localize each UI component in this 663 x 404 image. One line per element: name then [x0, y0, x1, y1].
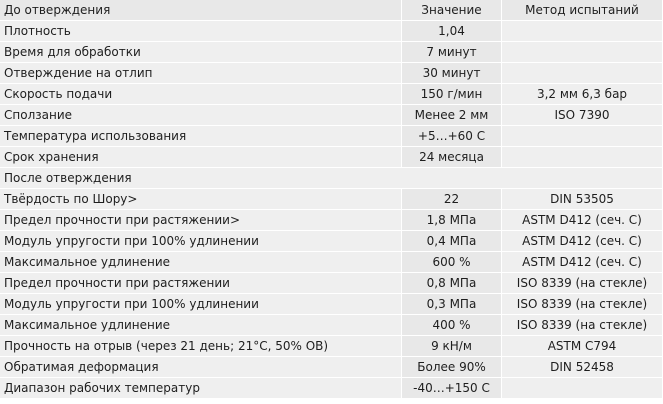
- property-cell: Обратимая деформация: [0, 357, 402, 378]
- table-row: [0, 189, 663, 210]
- table-row: [0, 315, 663, 336]
- table-row: [0, 105, 663, 126]
- property-cell: Максимальное удлинение: [0, 252, 402, 273]
- property-cell: Максимальное удлинение: [0, 315, 402, 336]
- header-property: До отверждения: [0, 0, 402, 21]
- method-cell: [502, 147, 663, 168]
- table-row: [0, 252, 663, 273]
- value-cell: -40…+150 С: [402, 378, 502, 399]
- property-cell: Диапазон рабочих температур: [0, 378, 402, 399]
- property-cell: Время для обработки: [0, 42, 402, 63]
- value-cell: 30 минут: [402, 63, 502, 84]
- property-cell: Прочность на отрыв (через 21 день; 21°С, 50% ОВ): [0, 336, 402, 357]
- header-method: Метод испытаний: [502, 0, 663, 21]
- table-row: [0, 210, 663, 231]
- value-cell: 600 %: [402, 252, 502, 273]
- value-cell: +5…+60 С: [402, 126, 502, 147]
- method-cell: ISO 8339 (на стекле): [502, 273, 663, 294]
- method-cell: ASTM D412 (сеч. С): [502, 231, 663, 252]
- table-row: [0, 147, 663, 168]
- value-cell: 24 месяца: [402, 147, 502, 168]
- property-cell: Предел прочности при растяжении: [0, 273, 402, 294]
- property-cell: Предел прочности при растяжении>: [0, 210, 402, 231]
- value-cell: 150 г/мин: [402, 84, 502, 105]
- property-cell: Плотность: [0, 21, 402, 42]
- value-cell: 1,8 МПа: [402, 210, 502, 231]
- method-cell: ASTM C794: [502, 336, 663, 357]
- property-cell: Срок хранения: [0, 147, 402, 168]
- table-header-row: [0, 0, 663, 21]
- table-row: [0, 336, 663, 357]
- method-cell: DIN 53505: [502, 189, 663, 210]
- header-value: Значение: [402, 0, 502, 21]
- table-row: [0, 42, 663, 63]
- table-row: [0, 378, 663, 399]
- table-row: [0, 126, 663, 147]
- value-cell: Менее 2 мм: [402, 105, 502, 126]
- property-cell: Модуль упругости при 100% удлинении: [0, 294, 402, 315]
- value-cell: 1,04: [402, 21, 502, 42]
- table-row: [0, 21, 663, 42]
- property-cell: Твёрдость по Шору>: [0, 189, 402, 210]
- table-row: [0, 63, 663, 84]
- method-cell: ISO 8339 (на стекле): [502, 294, 663, 315]
- value-cell: 0,3 МПа: [402, 294, 502, 315]
- value-cell: 9 кН/м: [402, 336, 502, 357]
- method-cell: [502, 42, 663, 63]
- value-cell: 400 %: [402, 315, 502, 336]
- table-row: [0, 84, 663, 105]
- value-cell: 0,8 МПа: [402, 273, 502, 294]
- method-cell: [502, 21, 663, 42]
- property-cell: Скорость подачи: [0, 84, 402, 105]
- value-cell: 22: [402, 189, 502, 210]
- value-cell: 0,4 МПа: [402, 231, 502, 252]
- method-cell: ASTM D412 (сеч. С): [502, 210, 663, 231]
- section-title: После отверждения: [0, 168, 663, 189]
- table-row: [0, 273, 663, 294]
- property-cell: Модуль упругости при 100% удлинении: [0, 231, 402, 252]
- table-row: [0, 294, 663, 315]
- method-cell: [502, 126, 663, 147]
- property-cell: Температура использования: [0, 126, 402, 147]
- method-cell: ISO 8339 (на стекле): [502, 315, 663, 336]
- method-cell: 3,2 мм 6,3 бар: [502, 84, 663, 105]
- method-cell: ASTM D412 (сеч. С): [502, 252, 663, 273]
- value-cell: Более 90%: [402, 357, 502, 378]
- table-row: [0, 231, 663, 252]
- method-cell: ISO 7390: [502, 105, 663, 126]
- section-row: [0, 168, 663, 189]
- method-cell: [502, 378, 663, 399]
- table-row: [0, 357, 663, 378]
- value-cell: 7 минут: [402, 42, 502, 63]
- property-cell: Отверждение на отлип: [0, 63, 402, 84]
- method-cell: [502, 63, 663, 84]
- method-cell: DIN 52458: [502, 357, 663, 378]
- property-cell: Сползание: [0, 105, 402, 126]
